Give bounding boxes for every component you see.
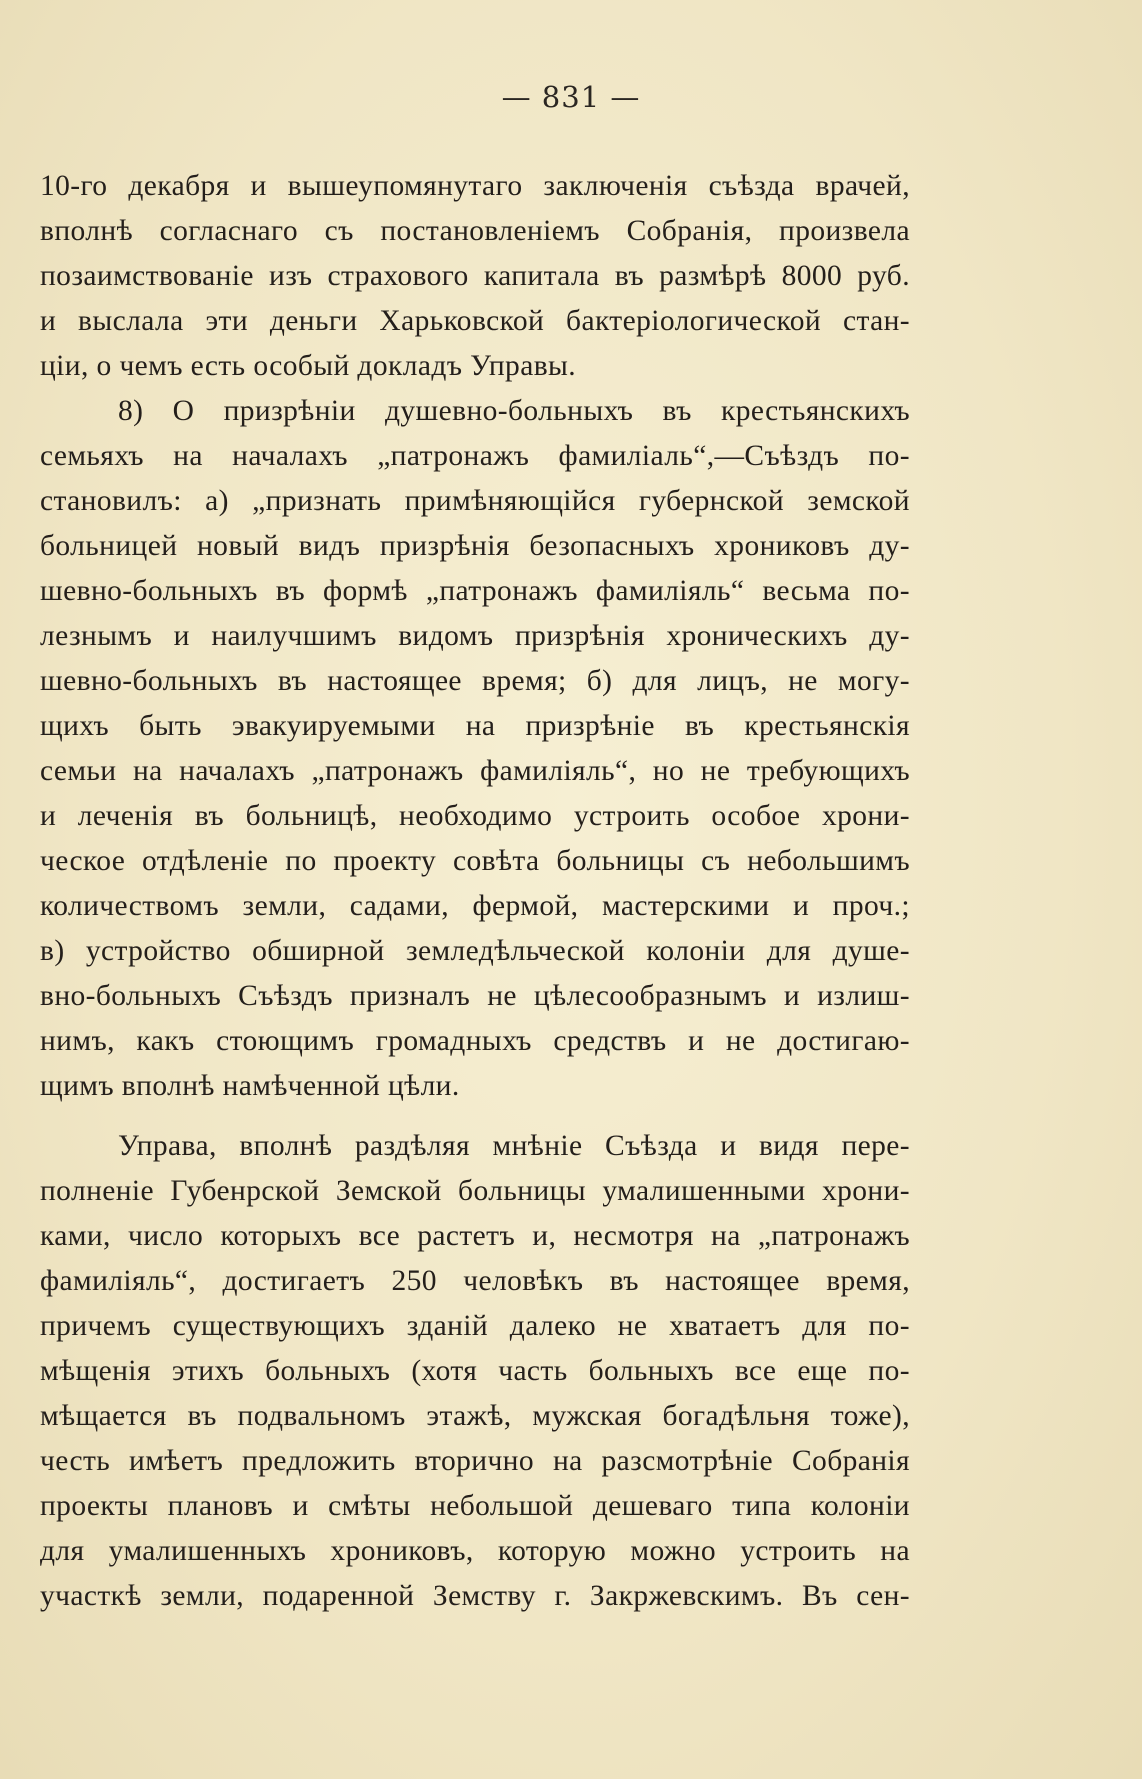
text-line: ческое отдѣленіе по проекту совѣта больницы съ небольшимъ xyxy=(40,845,910,877)
text-line: больницей новый видъ призрѣнія безопасныхъ хрониковъ ду- xyxy=(40,530,910,562)
text-line: семьяхъ на началахъ „патронажъ фамиліаль“,—Съѣздъ по- xyxy=(40,440,910,472)
text-line: участкѣ земли, подаренной Земству г. Закржевскимъ. Въ сен- xyxy=(40,1580,910,1612)
paragraph xyxy=(40,389,910,1109)
text-line: шевно-больныхъ въ формѣ „патронажъ фамиліяль“ весьма по- xyxy=(40,575,910,607)
text-line: проекты плановъ и смѣты небольшой дешеваго типа колоніи xyxy=(40,1490,910,1522)
text-line: вполнѣ согласнаго съ постановленіемъ Собранія, произвела xyxy=(40,215,910,247)
text-line: позаимствованіе изъ страхового капитала въ размѣрѣ 8000 руб. xyxy=(40,260,910,292)
text-line: щимъ вполнѣ намѣченной цѣли. xyxy=(40,1070,460,1102)
text-line: лезнымъ и наилучшимъ видомъ призрѣнія хроническихъ ду- xyxy=(40,620,910,652)
text-line: и леченія въ больницѣ, необходимо устроить особое хрони- xyxy=(40,800,910,832)
text-line: в) устройство обширной земледѣльческой колоніи для душе- xyxy=(40,935,910,967)
text-line: полненіе Губенрской Земской больницы умалишенными хрони- xyxy=(40,1175,910,1207)
paragraph xyxy=(40,164,910,389)
text-line: количествомъ земли, садами, фермой, мастерскими и проч.; xyxy=(40,890,910,922)
text-line: нимъ, какъ стоющимъ громадныхъ средствъ и не достигаю- xyxy=(40,1025,910,1057)
text-line: вно-больныхъ Съѣздъ призналъ не цѣлесообразнымъ и излиш- xyxy=(40,980,910,1012)
text-line: шевно-больныхъ въ настоящее время; б) для лицъ, не могу- xyxy=(40,665,910,697)
page-number: — 831 — xyxy=(501,80,641,114)
text-line: для умалишенныхъ хрониковъ, которую можно устроить на xyxy=(40,1535,910,1567)
text-line: семьи на началахъ „патронажъ фамиліяль“, но не требующихъ xyxy=(40,755,910,787)
text-line: становилъ: а) „признать примѣняющійся губернской земской xyxy=(40,485,910,517)
paragraph-gap xyxy=(40,1109,910,1124)
text-line: мѣщается въ подвальномъ этажѣ, мужская богадѣльня тоже), xyxy=(40,1400,910,1432)
text-line: Управа, вполнѣ раздѣляя мнѣніе Съѣзда и видя пере- xyxy=(118,1130,910,1162)
paragraph xyxy=(40,1124,910,1619)
text-line: ками, число которыхъ все растетъ и, несмотря на „патронажъ xyxy=(40,1220,910,1252)
text-line: и выслала эти деньги Харьковской бактеріологической стан- xyxy=(40,305,910,337)
text-line: щихъ быть эвакуируемыми на призрѣніе въ крестьянскія xyxy=(40,710,910,742)
text-line: честь имѣетъ предложить вторично на разсмотрѣніе Собранія xyxy=(40,1445,910,1477)
text-line: 10-го декабря и вышеупомянутаго заключенія съѣзда врачей, xyxy=(40,170,910,202)
text-line: 8) О призрѣніи душевно-больныхъ въ крестьянскихъ xyxy=(118,395,910,427)
text-line: мѣщенія этихъ больныхъ (хотя часть больныхъ все еще по- xyxy=(40,1355,910,1387)
body-text xyxy=(40,164,910,1619)
text-line: фамиліяль“, достигаетъ 250 человѣкъ въ настоящее время, xyxy=(40,1265,910,1297)
text-line: причемъ существующихъ зданій далеко не хватаетъ для по- xyxy=(40,1310,910,1342)
text-line: ціи, о чемъ есть особый докладъ Управы. xyxy=(40,350,577,382)
